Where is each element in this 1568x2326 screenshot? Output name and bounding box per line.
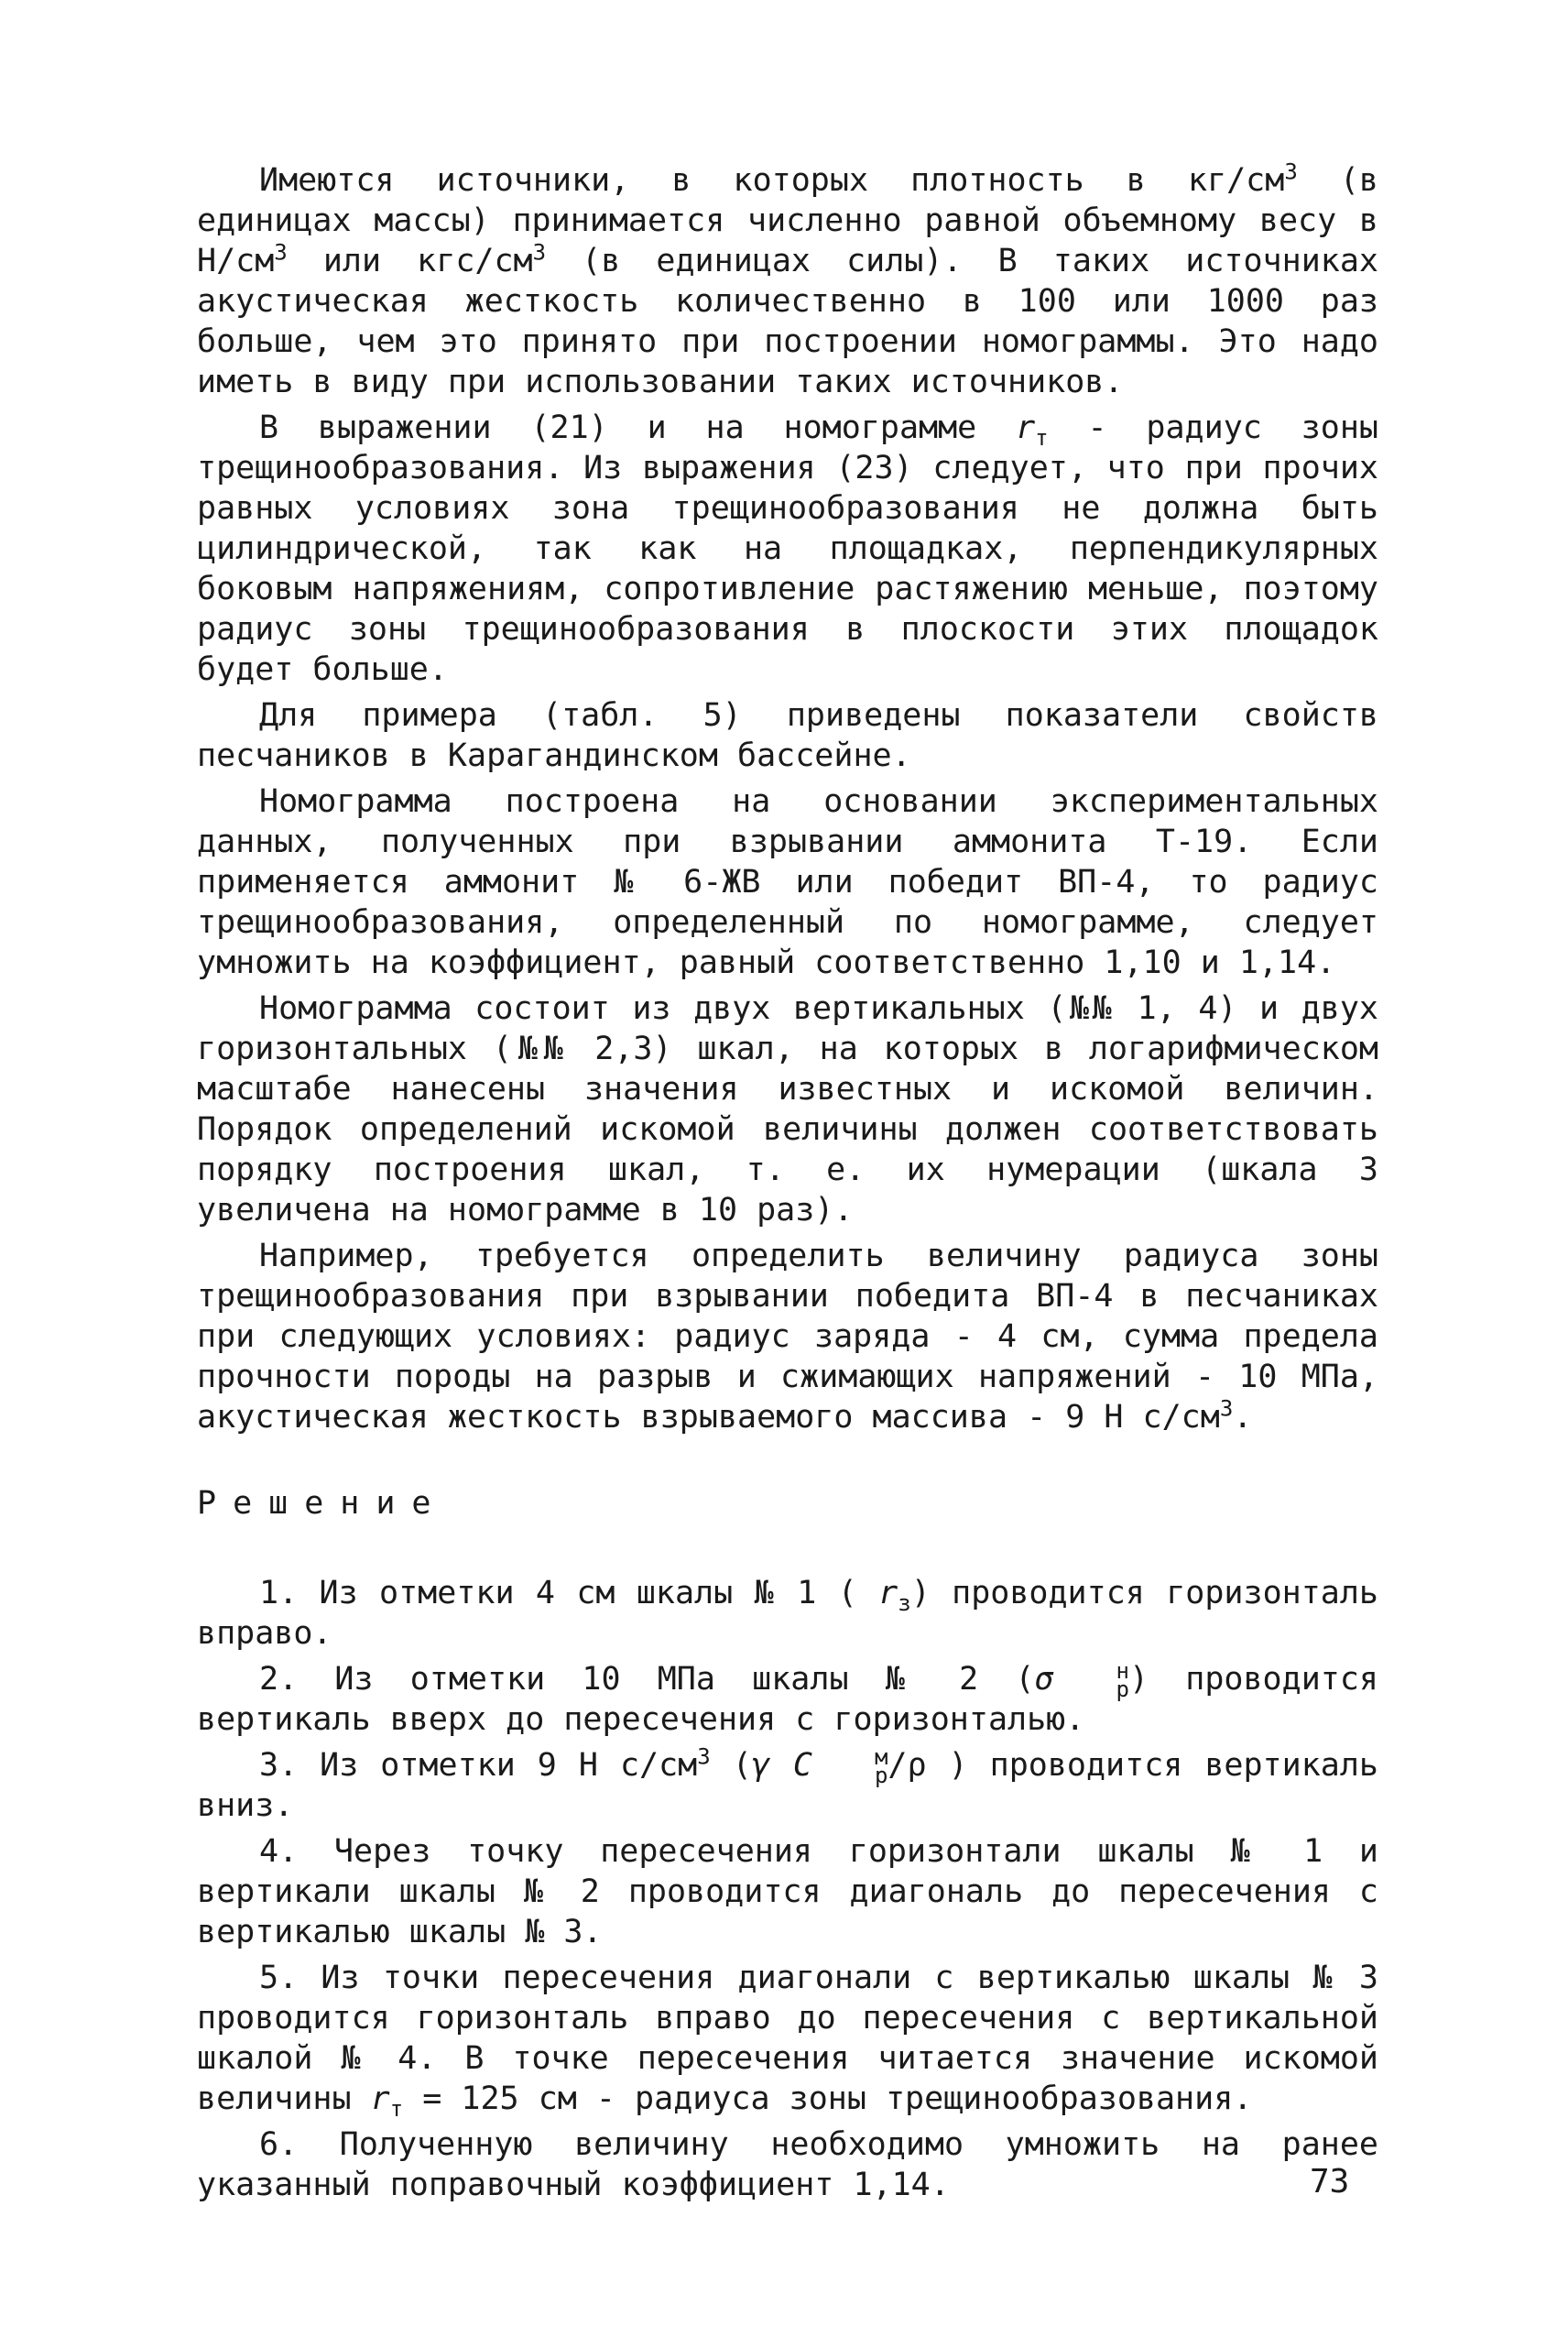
text: ) проводится вертикаль вниз. xyxy=(197,1747,1378,1824)
paragraph-example: Для примера (табл. 5) приведены показатели свойств песчаников в Карагандинском бассейне. xyxy=(197,697,1378,774)
section-heading: Решение xyxy=(197,1485,448,1522)
text: = 125 см - радиуса зоны трещинообразования. xyxy=(403,2080,1253,2117)
paragraph-nomogram-scales: Номограмма состоит из двух вертикальных (№№ 1, 4) и двух горизонтальных (№№ 2,3) шкал, на которых в логарифмическом масштабе нанесены значения известных и искомой величин. Порядок определений искомой величины должен соответствовать порядку построения шкал, т. е. их нумерации (шкала 3 увеличена на номограмме в 10 раз). xyxy=(197,990,1378,1229)
step-1 xyxy=(197,1573,1378,1654)
symbol: r xyxy=(878,1575,898,1611)
symbol: γ C xyxy=(751,1747,812,1784)
step-6: 6. Полученную величину необходимо умножить на ранее указанный поправочный коэффициент 1,14. xyxy=(197,2126,1378,2203)
text: 3. Из отметки 9 Н с/см xyxy=(259,1747,698,1784)
symbol: σ xyxy=(1034,1661,1054,1698)
text: (в единицах силы). В таких источниках акустическая жесткость количественно в 100 или 1000 раз больше, чем это принято при построении номограммы. Это надо иметь в виду при использовании таких источников. xyxy=(197,243,1378,400)
step-5 xyxy=(197,1958,1378,2122)
sup-sub-stack xyxy=(812,1744,888,1788)
symbol: r xyxy=(1016,410,1036,446)
text: ) проводится горизонталь вправо. xyxy=(197,1575,1378,1652)
superscript: 3 xyxy=(697,1743,711,1770)
text: . xyxy=(1233,1399,1253,1436)
text: В выражении (21) и на номограмме xyxy=(259,410,1017,446)
superscript: 3 xyxy=(532,239,547,266)
paragraph-density xyxy=(197,160,1378,402)
subscript: з xyxy=(898,1590,911,1616)
subscript: р xyxy=(1116,1676,1129,1702)
superscript: 3 xyxy=(1219,1395,1234,1422)
text: ( xyxy=(710,1747,752,1784)
text: 1. Из отметки 4 см шкалы № 1 ( xyxy=(259,1575,879,1611)
text: или кгс/см xyxy=(287,243,533,279)
superscript: н xyxy=(1116,1658,1129,1684)
text: Имеются источники, в которых плотность в кг/см xyxy=(259,162,1285,199)
superscript: 3 xyxy=(1284,158,1298,185)
superscript: 3 xyxy=(274,239,288,266)
subscript: т xyxy=(1035,425,1049,451)
text: 5. Из точки пересечения диагонали с вертикалью шкалы № 3 проводится горизонталь вправо до пересечения с вертикальной шкалой № 4. В точке пересечения читается значение искомой величины xyxy=(197,1960,1378,2117)
step-3 xyxy=(197,1745,1378,1826)
text: ) проводится вертикаль вверх до пересечения с горизонталью. xyxy=(197,1661,1378,1738)
text: /ρ xyxy=(887,1747,927,1784)
text: (в единицах массы) принимается численно равной объемному весу в Н/см xyxy=(197,162,1378,279)
step-2 xyxy=(197,1659,1378,1740)
paragraph-nomogram-basis: Номограмма построена на основании экспериментальных данных, полученных при взрывании аммонита Т-19. Если применяется аммонит № 6-ЖВ или победит ВП-4, то радиус трещинообразования, определенный по номограмме, следует умножить на коэффициент, равный соответственно 1,10 и 1,14. xyxy=(197,783,1378,981)
page-number: 73 xyxy=(1310,2163,1350,2200)
symbol: r xyxy=(370,2080,390,2117)
sup-sub-stack xyxy=(1054,1658,1129,1702)
page-body xyxy=(197,160,1378,2211)
subscript: р xyxy=(874,1763,888,1788)
step-4: 4. Через точку пересечения горизонтали шкалы № 1 и вертикали шкалы № 2 проводится диагональ до пересечения с вертикалью шкалы № 3. xyxy=(197,1833,1378,1950)
superscript: м xyxy=(874,1744,888,1770)
paragraph-radius xyxy=(197,408,1378,690)
text: - радиус зоны трещинообразования. Из выражения (23) следует, что при прочих равных условиях зона трещинообразования не должна быть цилиндрической, так как на площадках, перпендикулярных боковым напряжениям, сопротивление растяжению меньше, поэтому радиус зоны трещинообразования в плоскости этих площадок будет больше. xyxy=(197,410,1378,688)
text: 2. Из отметки 10 МПа шкалы № 2 ( xyxy=(259,1661,1035,1698)
paragraph-task xyxy=(197,1236,1378,1437)
subscript: т xyxy=(389,2096,404,2122)
text: Например, требуется определить величину радиуса зоны трещинообразования при взрывании победита ВП-4 в песчаниках при следующих условиях: радиус заряда - 4 см, сумма предела прочности породы на разрыв и сжимающих напряжений - 10 МПа, акустическая жесткость взрываемого массива - 9 Н с/см xyxy=(197,1238,1378,1436)
